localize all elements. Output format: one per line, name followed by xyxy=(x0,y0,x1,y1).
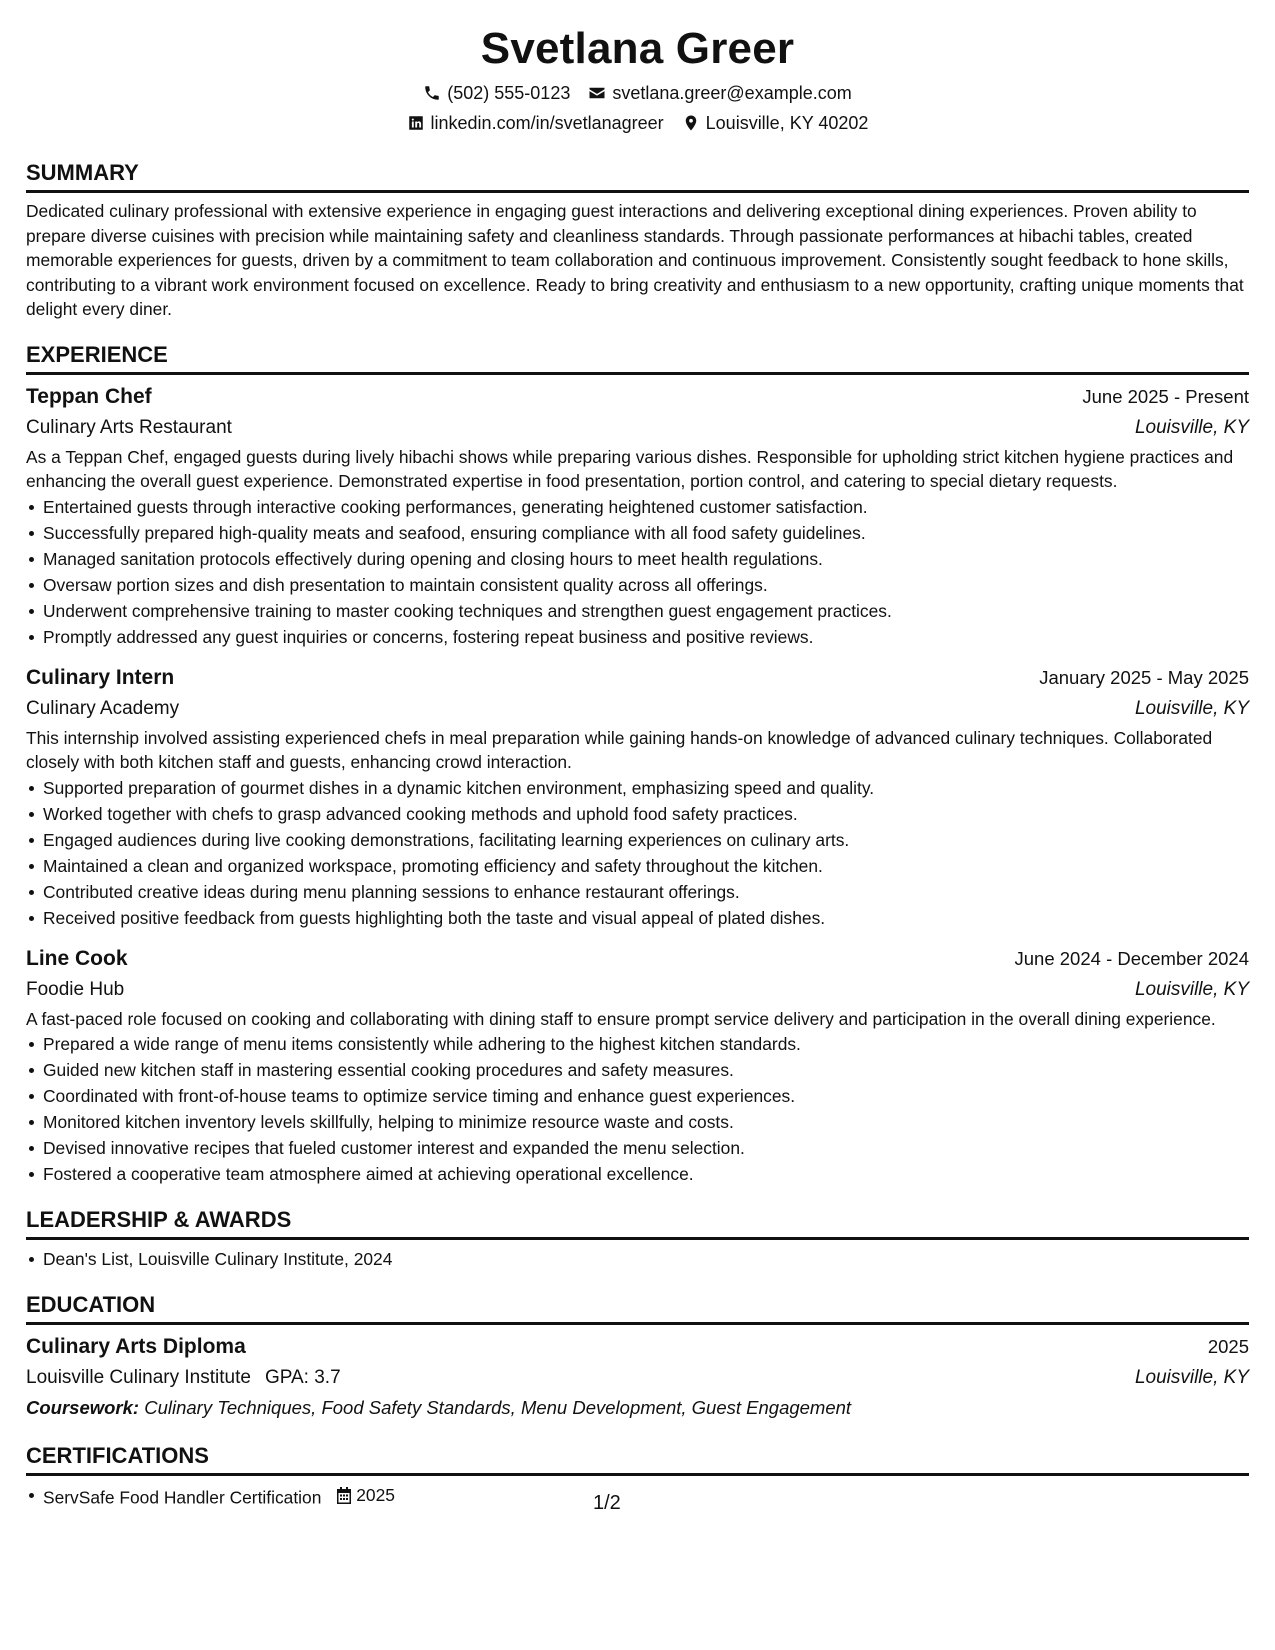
job-bullets xyxy=(26,494,1249,650)
section-title-leadership: LEADERSHIP & AWARDS xyxy=(26,1207,1249,1240)
coursework-text: Culinary Techniques, Food Safety Standards, Menu Development, Guest Engagement xyxy=(144,1397,852,1418)
certifications-section xyxy=(26,1443,1249,1511)
school-line xyxy=(26,1363,341,1393)
job-bullet: Promptly addressed any guest inquiries or concerns, fostering repeat business and positive reviews. xyxy=(26,624,1249,650)
certification-date xyxy=(336,1482,395,1508)
certification-item xyxy=(26,1482,1249,1511)
job-entry xyxy=(26,662,1249,931)
job-bullets xyxy=(26,1031,1249,1187)
job-bullet: Fostered a cooperative team atmosphere aimed at achieving operational excellence. xyxy=(26,1161,1249,1187)
job-company: Culinary Arts Restaurant xyxy=(26,416,232,438)
page-number: 1/2 xyxy=(593,1492,621,1514)
job-bullet: Engaged audiences during live cooking demonstrations, facilitating learning experiences on culinary arts. xyxy=(26,827,1249,853)
job-company: Foodie Hub xyxy=(26,978,125,1000)
job-company: Culinary Academy xyxy=(26,697,180,719)
job-bullet: Successfully prepared high-quality meats and seafood, ensuring compliance with all food safety guidelines. xyxy=(26,520,1249,546)
location-contact xyxy=(682,108,869,138)
job-bullet: Managed sanitation protocols effectively during opening and closing hours to meet health regulations. xyxy=(26,546,1249,572)
section-title-education: EDUCATION xyxy=(26,1292,1249,1325)
summary-section xyxy=(26,160,1249,322)
linkedin-icon xyxy=(407,114,425,132)
experience-section xyxy=(26,342,1249,1188)
job-location: Louisville, KY xyxy=(1134,697,1249,719)
job-bullet: Entertained guests through interactive cooking performances, generating heightened customer satisfaction. xyxy=(26,494,1249,520)
job-dates: June 2025 - Present xyxy=(1082,385,1249,407)
job-description: This internship involved assisting experienced chefs in meal preparation while gaining hands-on knowledge of advanced culinary techniques. Collaborated closely with both kitchen staff and guests, enhancing crowd interaction. xyxy=(26,727,1213,772)
job-location: Louisville, KY xyxy=(1134,978,1249,1000)
email-link[interactable]: svetlana.greer@example.com xyxy=(612,83,852,103)
job-title: Teppan Chef xyxy=(26,384,152,408)
job-title: Line Cook xyxy=(26,946,128,970)
certification-year: 2025 xyxy=(356,1485,395,1505)
contact-line-1 xyxy=(26,78,1249,108)
job-entry xyxy=(26,381,1249,650)
phone-contact xyxy=(423,78,570,108)
contact-line-2 xyxy=(26,108,1249,138)
graduation-year: 2025 xyxy=(1207,1336,1249,1357)
job-bullet: Supported preparation of gourmet dishes in a dynamic kitchen environment, emphasizing speed and quality. xyxy=(26,775,1249,801)
location-text: Louisville, KY 40202 xyxy=(705,113,869,133)
phone-icon xyxy=(423,84,441,102)
job-entry xyxy=(26,943,1249,1188)
award-item: Dean's List, Louisville Culinary Institute, 2024 xyxy=(26,1246,1249,1272)
job-bullet: Underwent comprehensive training to master cooking techniques and strengthen guest engagement practices. xyxy=(26,598,1249,624)
job-location: Louisville, KY xyxy=(1134,416,1249,438)
education-section xyxy=(26,1292,1249,1423)
school-location: Louisville, KY xyxy=(1134,1367,1249,1388)
job-bullet: Worked together with chefs to grasp advanced cooking methods and uphold food safety practices. xyxy=(26,801,1249,827)
phone-text: (502) 555-0123 xyxy=(447,83,571,103)
certification-name: ServSafe Food Handler Certification xyxy=(43,1487,322,1508)
job-bullet: Maintained a clean and organized workspace, promoting efficiency and safety throughout the kitchen. xyxy=(26,853,1249,879)
job-bullet: Coordinated with front-of-house teams to optimize service timing and enhance guest experiences. xyxy=(26,1083,1249,1109)
job-bullet: Oversaw portion sizes and dish presentation to maintain consistent quality across all offerings. xyxy=(26,572,1249,598)
map-marker-icon xyxy=(682,114,700,132)
job-description: A fast-paced role focused on cooking and collaborating with dining staff to ensure prompt service delivery and participation in the overall dining experience. xyxy=(26,1008,1216,1029)
leadership-section xyxy=(26,1207,1249,1272)
candidate-name: Svetlana Greer xyxy=(480,24,795,73)
resume-page xyxy=(26,20,1249,1511)
job-bullet: Contributed creative ideas during menu planning sessions to enhance restaurant offerings. xyxy=(26,879,1249,905)
job-bullet: Prepared a wide range of menu items consistently while adhering to the highest kitchen standards. xyxy=(26,1031,1249,1057)
job-bullets xyxy=(26,775,1249,931)
summary-text: Dedicated culinary professional with extensive experience in engaging guest interactions and delivering exceptional dining experiences. Proven ability to prepare diverse cuisines with precision while maintaining safety and cleanliness standards. Through passionate performances at hibachi tables, created memorable experiences for guests, driven by a commitment to team collaboration and continuous improvement. Consistently sought feedback to hone skills, contributing to a vibrant work environment focused on excellence. Ready to bring creativity and enthusiasm to a new opportunity, crafting unique moments that delight every diner. xyxy=(26,201,1244,319)
job-bullet: Devised innovative recipes that fueled customer interest and expanded the menu selection. xyxy=(26,1135,1249,1161)
gpa-text: GPA: 3.7 xyxy=(264,1367,341,1388)
certifications-list xyxy=(26,1482,1249,1511)
coursework-line xyxy=(26,1393,1249,1423)
job-description: As a Teppan Chef, engaged guests during lively hibachi shows while preparing various dishes. Responsible for upholding strict kitchen hygiene practices and enhancing the overall guest experience. Demonstrated expertise in food presentation, portion control, and catering to special dietary requests. xyxy=(26,446,1234,491)
envelope-icon xyxy=(588,84,606,102)
degree-title: Culinary Arts Diploma xyxy=(26,1335,246,1358)
section-title-certifications: CERTIFICATIONS xyxy=(26,1443,1249,1476)
school-name: Louisville Culinary Institute xyxy=(26,1367,251,1388)
job-bullet: Monitored kitchen inventory levels skillfully, helping to minimize resource waste and costs. xyxy=(26,1109,1249,1135)
section-title-experience: EXPERIENCE xyxy=(26,342,1249,375)
job-dates: January 2025 - May 2025 xyxy=(1039,666,1249,688)
job-bullet: Guided new kitchen staff in mastering essential cooking procedures and safety measures. xyxy=(26,1057,1249,1083)
section-title-summary: SUMMARY xyxy=(26,160,1249,193)
job-title: Culinary Intern xyxy=(26,665,175,689)
job-bullet: Received positive feedback from guests highlighting both the taste and visual appeal of plated dishes. xyxy=(26,905,1249,931)
job-dates: June 2024 - December 2024 xyxy=(1014,947,1249,969)
linkedin-contact[interactable] xyxy=(407,108,664,138)
awards-list xyxy=(26,1246,1249,1272)
linkedin-link[interactable]: linkedin.com/in/svetlanagreer xyxy=(430,113,664,133)
email-contact[interactable] xyxy=(588,78,851,108)
resume-header xyxy=(26,20,1249,138)
coursework-label: Coursework: xyxy=(26,1397,140,1418)
calendar-icon xyxy=(336,1487,352,1504)
